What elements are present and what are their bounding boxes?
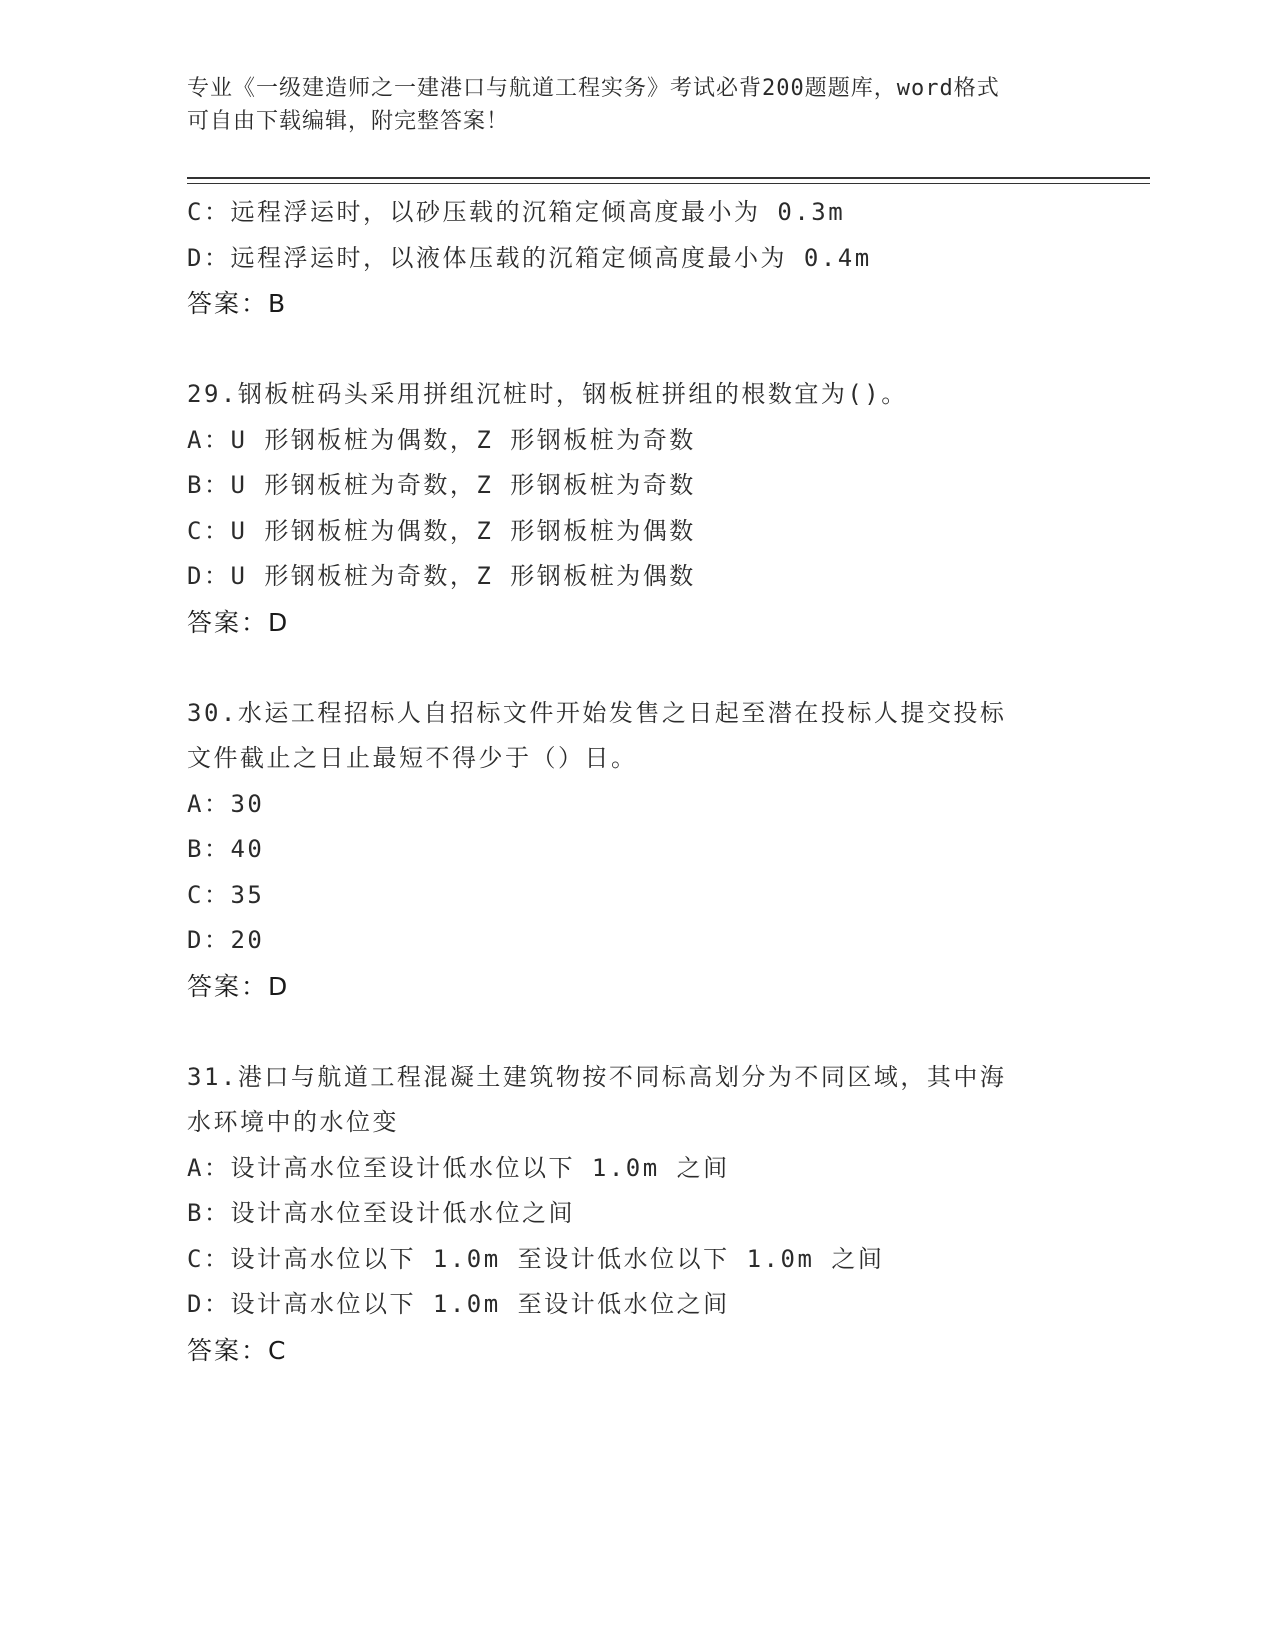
question-30-answer: 答案：D <box>187 971 290 1001</box>
document-header <box>187 72 1087 138</box>
question-30-stem-line-2: 文件截止之日止最短不得少于（）日。 <box>187 744 638 772</box>
question-29-option-d: D：U 形钢板桩为奇数，Z 形钢板桩为偶数 <box>187 562 696 590</box>
question-28-option-c: C：远程浮运时，以砂压载的沉箱定倾高度最小为 0.3m <box>187 198 846 226</box>
question-list <box>187 190 1087 1373</box>
question-31-option-b: B：设计高水位至设计低水位之间 <box>187 1199 575 1227</box>
question-29-block <box>187 372 1087 645</box>
question-31-answer: 答案：C <box>187 1335 288 1365</box>
question-30-block <box>187 691 1087 1010</box>
question-spacer <box>187 645 1087 691</box>
question-28-block <box>187 190 1087 327</box>
question-30-option-d: D：20 <box>187 926 265 954</box>
question-31-block <box>187 1055 1087 1374</box>
question-30-stem-line-1: 30.水运工程招标人自招标文件开始发售之日起至潜在投标人提交投标 <box>187 698 1007 727</box>
question-29-option-a: A：U 形钢板桩为偶数，Z 形钢板桩为奇数 <box>187 425 696 454</box>
header-title-line-2: 可自由下载编辑，附完整答案！ <box>187 109 510 134</box>
header-title-line-1: 专业《一级建造师之一建港口与航道工程实务》考试必背200题题库，word格式 <box>187 76 1000 101</box>
question-30-option-a: A：30 <box>187 789 265 818</box>
question-spacer <box>187 327 1087 373</box>
question-31-stem-line-1: 31.港口与航道工程混凝土建筑物按不同标高划分为不同区域，其中海 <box>187 1062 1007 1091</box>
question-31-option-c: C：设计高水位以下 1.0m 至设计低水位以下 1.0m 之间 <box>187 1244 885 1273</box>
question-spacer <box>187 1009 1087 1055</box>
question-28-option-d: D：远程浮运时，以液体压载的沉箱定倾高度最小为 0.4m <box>187 243 872 272</box>
question-30-option-b: B：40 <box>187 835 265 863</box>
header-divider-thin <box>187 183 1150 184</box>
header-divider-thick <box>187 177 1150 179</box>
question-29-stem: 29.钢板桩码头采用拼组沉桩时，钢板桩拼组的根数宜为()。 <box>187 380 908 408</box>
question-30-option-c: C：35 <box>187 880 265 909</box>
question-29-answer: 答案：D <box>187 607 290 637</box>
question-31-stem-line-2: 水环境中的水位变 <box>187 1108 399 1136</box>
question-28-answer: 答案：B <box>187 289 288 318</box>
question-29-option-c: C：U 形钢板桩为偶数，Z 形钢板桩为偶数 <box>187 516 696 545</box>
question-29-option-b: B：U 形钢板桩为奇数，Z 形钢板桩为奇数 <box>187 471 696 499</box>
question-31-option-d: D：设计高水位以下 1.0m 至设计低水位之间 <box>187 1290 730 1318</box>
question-31-option-a: A：设计高水位至设计低水位以下 1.0m 之间 <box>187 1153 730 1182</box>
